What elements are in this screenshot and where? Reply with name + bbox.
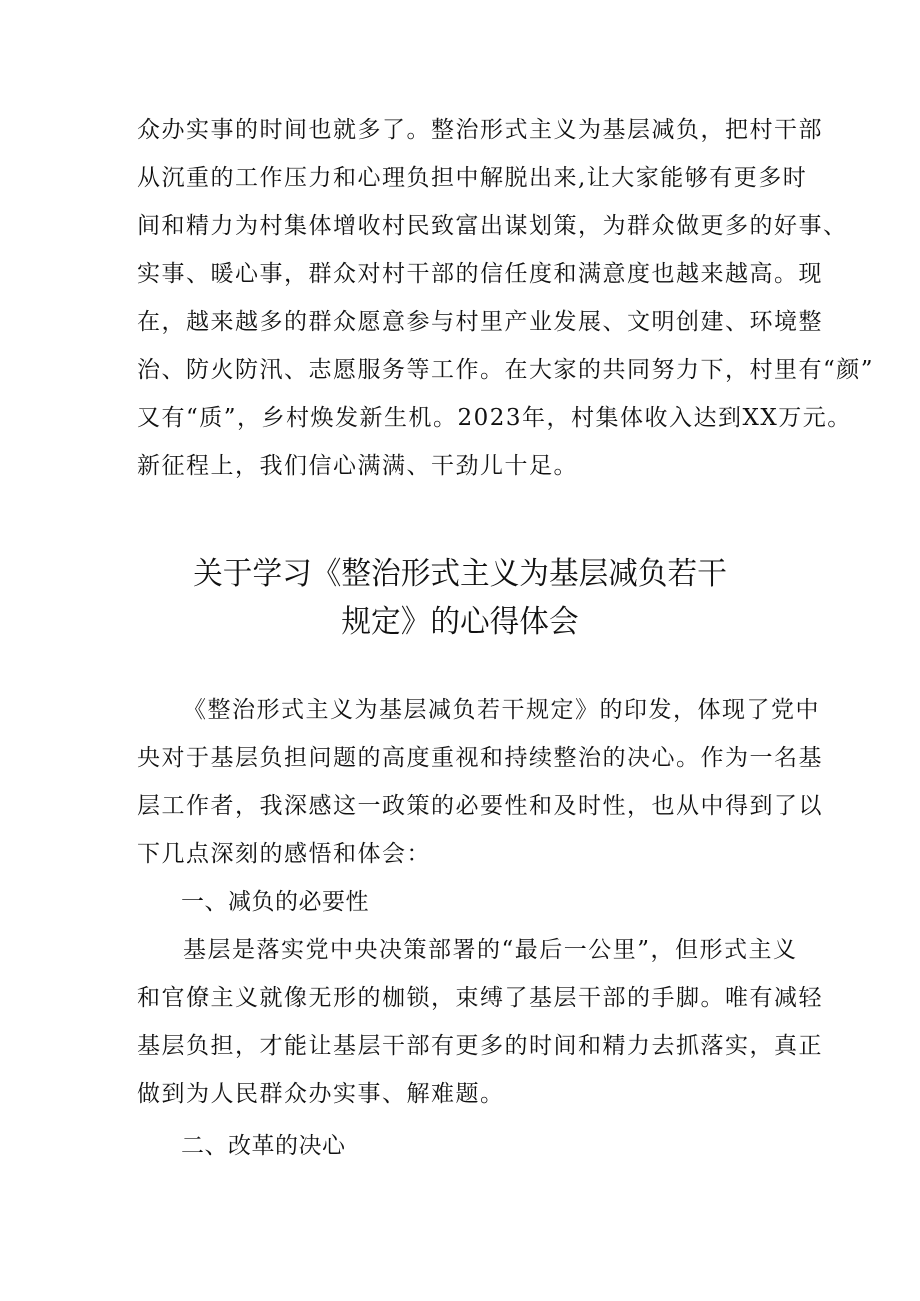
paragraph-line: 间和精力为村集体增收村民致富出谋划策，为群众做更多的好事、: [137, 213, 848, 239]
intro-line: 层工作者，我深感这一政策的必要性和及时性，也从中得到了以: [137, 793, 823, 819]
section-line: 做到为人民群众办实事、解难题。: [137, 1081, 505, 1107]
intro-line: 下几点深刻的感悟和体会：: [137, 841, 431, 867]
paragraph-line: 众办实事的时间也就多了。整治形式主义为基层减负，把村干部: [137, 117, 823, 143]
intro-line: 《整治形式主义为基层减负若干规定》的印发，体现了党中: [183, 697, 820, 723]
section-heading: 一、减负的必要性: [181, 889, 369, 915]
intro-line: 央对于基层负担问题的高度重视和持续整治的决心。作为一名基: [137, 745, 823, 771]
section-line: 基层负担，才能让基层干部有更多的时间和精力去抓落实，真正: [137, 1033, 823, 1059]
paragraph-line: 从沉重的工作压力和心理负担中解脱出来,让大家能够有更多时: [137, 165, 808, 191]
section-line: 和官僚主义就像无形的枷锁，束缚了基层干部的手脚。唯有减轻: [137, 985, 823, 1011]
paragraph-line: 治、防火防汛、志愿服务等工作。在大家的共同努力下，村里有“颜”: [137, 357, 875, 383]
article-title: 规定》的心得体会: [341, 604, 579, 640]
paragraph-line: 在，越来越多的群众愿意参与村里产业发展、文明创建、环境整: [137, 309, 823, 335]
paragraph-line: 又有“质”，乡村焕发新生机。2023年，村集体收入达到XX万元。: [137, 405, 852, 431]
section-line: 基层是落实党中央决策部署的“最后一公里”，但形式主义: [183, 937, 798, 963]
section-heading: 二、改革的决心: [181, 1133, 346, 1159]
paragraph-line: 实事、暖心事，群众对村干部的信任度和满意度也越来越高。现: [137, 261, 823, 287]
paragraph-line: 新征程上，我们信心满满、干劲儿十足。: [137, 453, 578, 479]
article-title: 关于学习《整治形式主义为基层减负若干: [193, 556, 727, 592]
